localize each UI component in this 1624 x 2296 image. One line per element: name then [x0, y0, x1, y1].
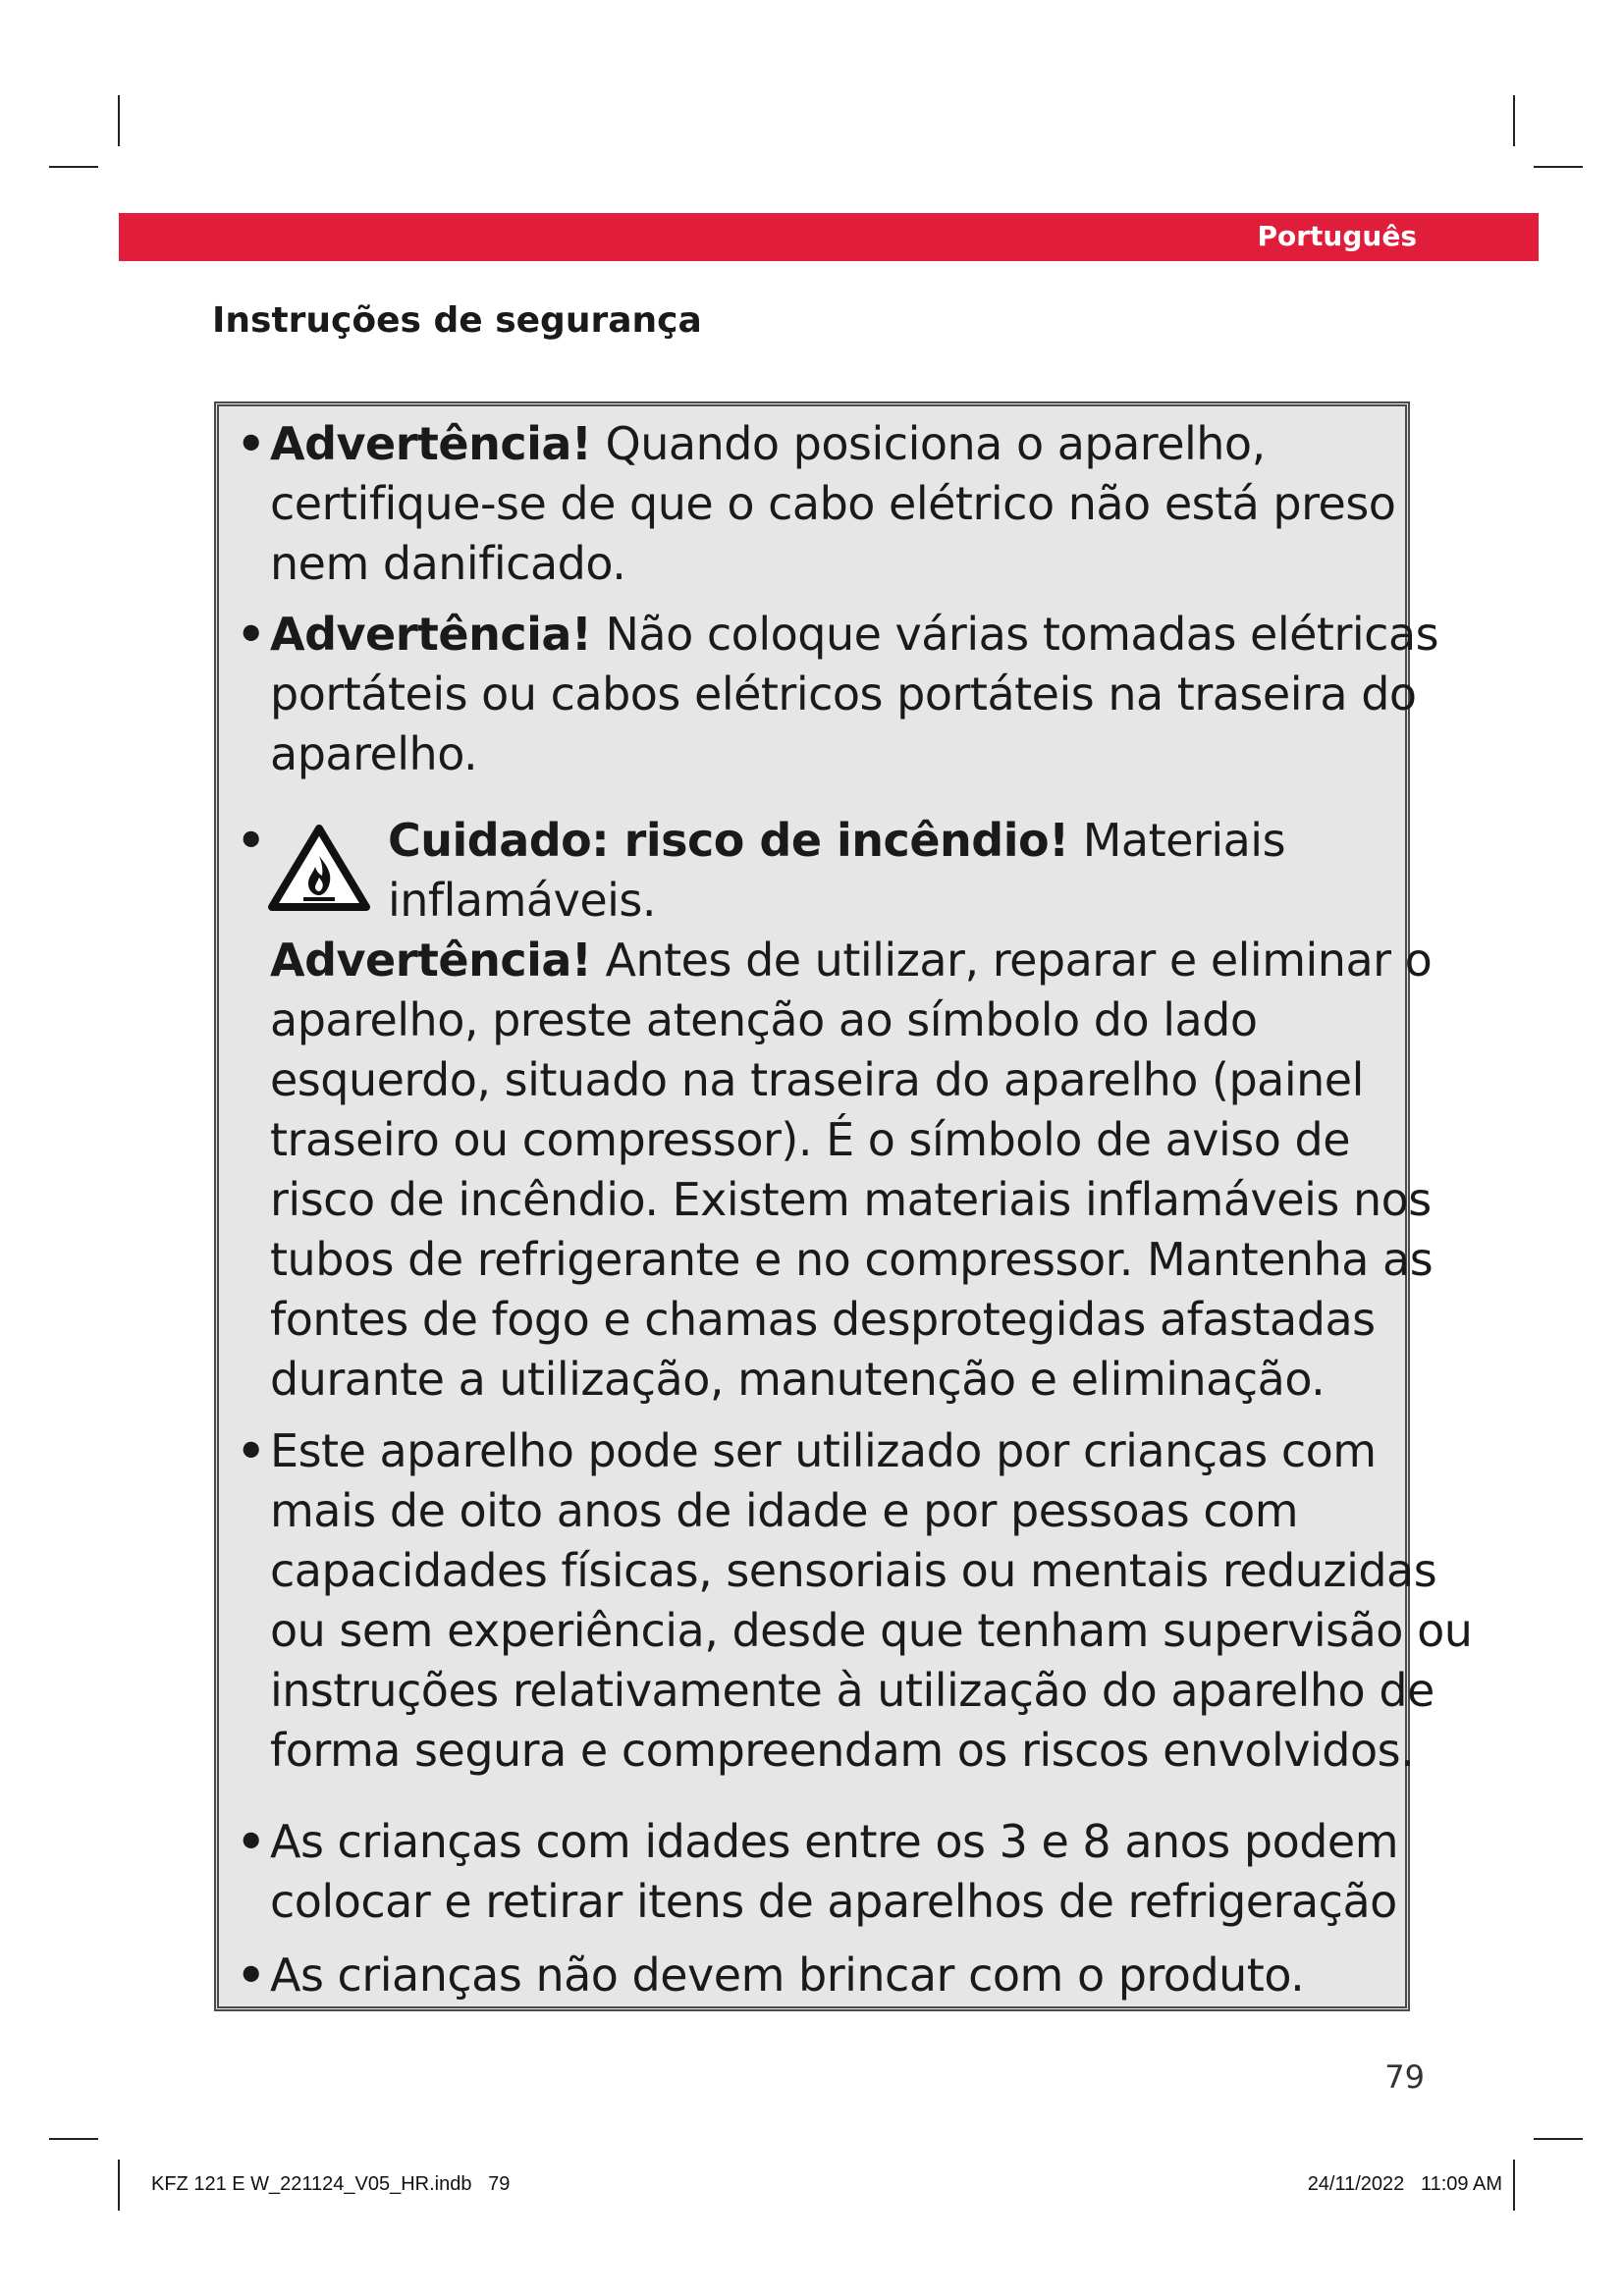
bullet: •: [237, 1949, 266, 2002]
notice-text: capacidades físicas, sensoriais ou mentais reduzidas: [270, 1544, 1437, 1597]
notice-lead: Advertência!: [270, 608, 592, 661]
footer-file-label: KFZ 121 E W_221124_V05_HR.indb 79: [151, 2173, 511, 2195]
notice-text: inflamáveis.: [388, 874, 656, 927]
notice-text: portáteis ou cabos elétricos portáteis na traseira do: [270, 667, 1417, 721]
notice-text: Antes de utilizar, reparar e eliminar o: [605, 934, 1433, 987]
notice-text: As crianças não devem brincar com o produto.: [270, 1949, 1305, 2002]
notice-text: Não coloque várias tomadas elétricas: [605, 608, 1439, 661]
language-label: Português: [1257, 220, 1417, 252]
notice-text: certifique-se de que o cabo elétrico não está preso: [270, 477, 1396, 530]
notice-text: fontes de fogo e chamas desprotegidas afastadas: [270, 1293, 1376, 1346]
notice-item: [270, 1946, 1395, 2005]
notice-lead: Advertência!: [270, 417, 592, 470]
bullet: •: [237, 814, 266, 867]
section-title: Instruções de segurança: [212, 300, 702, 341]
notice-text: nem danificado.: [270, 537, 626, 590]
notice-text: durante a utilização, manutenção e eliminação.: [270, 1353, 1326, 1406]
notice-item: [270, 414, 1395, 594]
notice-lead: Cuidado: risco de incêndio!: [388, 814, 1069, 867]
page-number: 79: [1384, 2058, 1425, 2096]
notice-text: mais de oito anos de idade e por pessoas com: [270, 1484, 1299, 1537]
crop-mark: [49, 2138, 98, 2140]
notice-item: [270, 931, 1434, 1410]
notice-item: [388, 811, 1395, 931]
notice-text: esquerdo, situado na traseira do aparelho (painel: [270, 1053, 1364, 1106]
bullet: •: [237, 417, 266, 470]
notice-item: [270, 1812, 1399, 1932]
footer-datetime: 24/11/2022 11:09 AM: [1307, 2173, 1502, 2195]
notice-text: As crianças com idades entre os 3 e 8 anos podem: [270, 1815, 1399, 1868]
notice-text: Este aparelho pode ser utilizado por crianças com: [270, 1424, 1377, 1477]
crop-mark: [49, 166, 98, 168]
bullet: •: [237, 1424, 266, 1477]
flammable-warning-icon: [268, 823, 370, 913]
crop-mark: [1534, 166, 1583, 168]
crop-mark: [1513, 95, 1515, 146]
safety-notice-box: [214, 401, 1473, 2011]
notice-item: [270, 1421, 1473, 1781]
header-bar: [119, 213, 1539, 261]
crop-mark: [1513, 2160, 1515, 2211]
bullet: •: [237, 608, 266, 661]
crop-mark: [118, 2160, 120, 2211]
notice-text: Materiais: [1082, 814, 1286, 867]
notice-text: Quando posiciona o aparelho,: [605, 417, 1266, 470]
crop-mark: [118, 95, 120, 146]
notice-text: instruções relativamente à utilização do aparelho de: [270, 1664, 1435, 1717]
notice-text: traseiro ou compressor). É o símbolo de aviso de: [270, 1113, 1351, 1166]
notice-text: ou sem experiência, desde que tenham supervisão ou: [270, 1604, 1473, 1657]
notice-text: aparelho.: [270, 727, 478, 780]
notice-item: [270, 605, 1439, 784]
notice-lead: Advertência!: [270, 934, 592, 987]
notice-text: risco de incêndio. Existem materiais inflamáveis nos: [270, 1173, 1432, 1226]
bullet: •: [237, 1815, 266, 1868]
notice-text: colocar e retirar itens de aparelhos de refrigeração: [270, 1875, 1397, 1928]
notice-text: tubos de refrigerante e no compressor. Mantenha as: [270, 1233, 1434, 1286]
crop-mark: [1534, 2138, 1583, 2140]
notice-text: forma segura e compreendam os riscos envolvidos.: [270, 1724, 1415, 1777]
notice-text: aparelho, preste atenção ao símbolo do lado: [270, 993, 1258, 1046]
